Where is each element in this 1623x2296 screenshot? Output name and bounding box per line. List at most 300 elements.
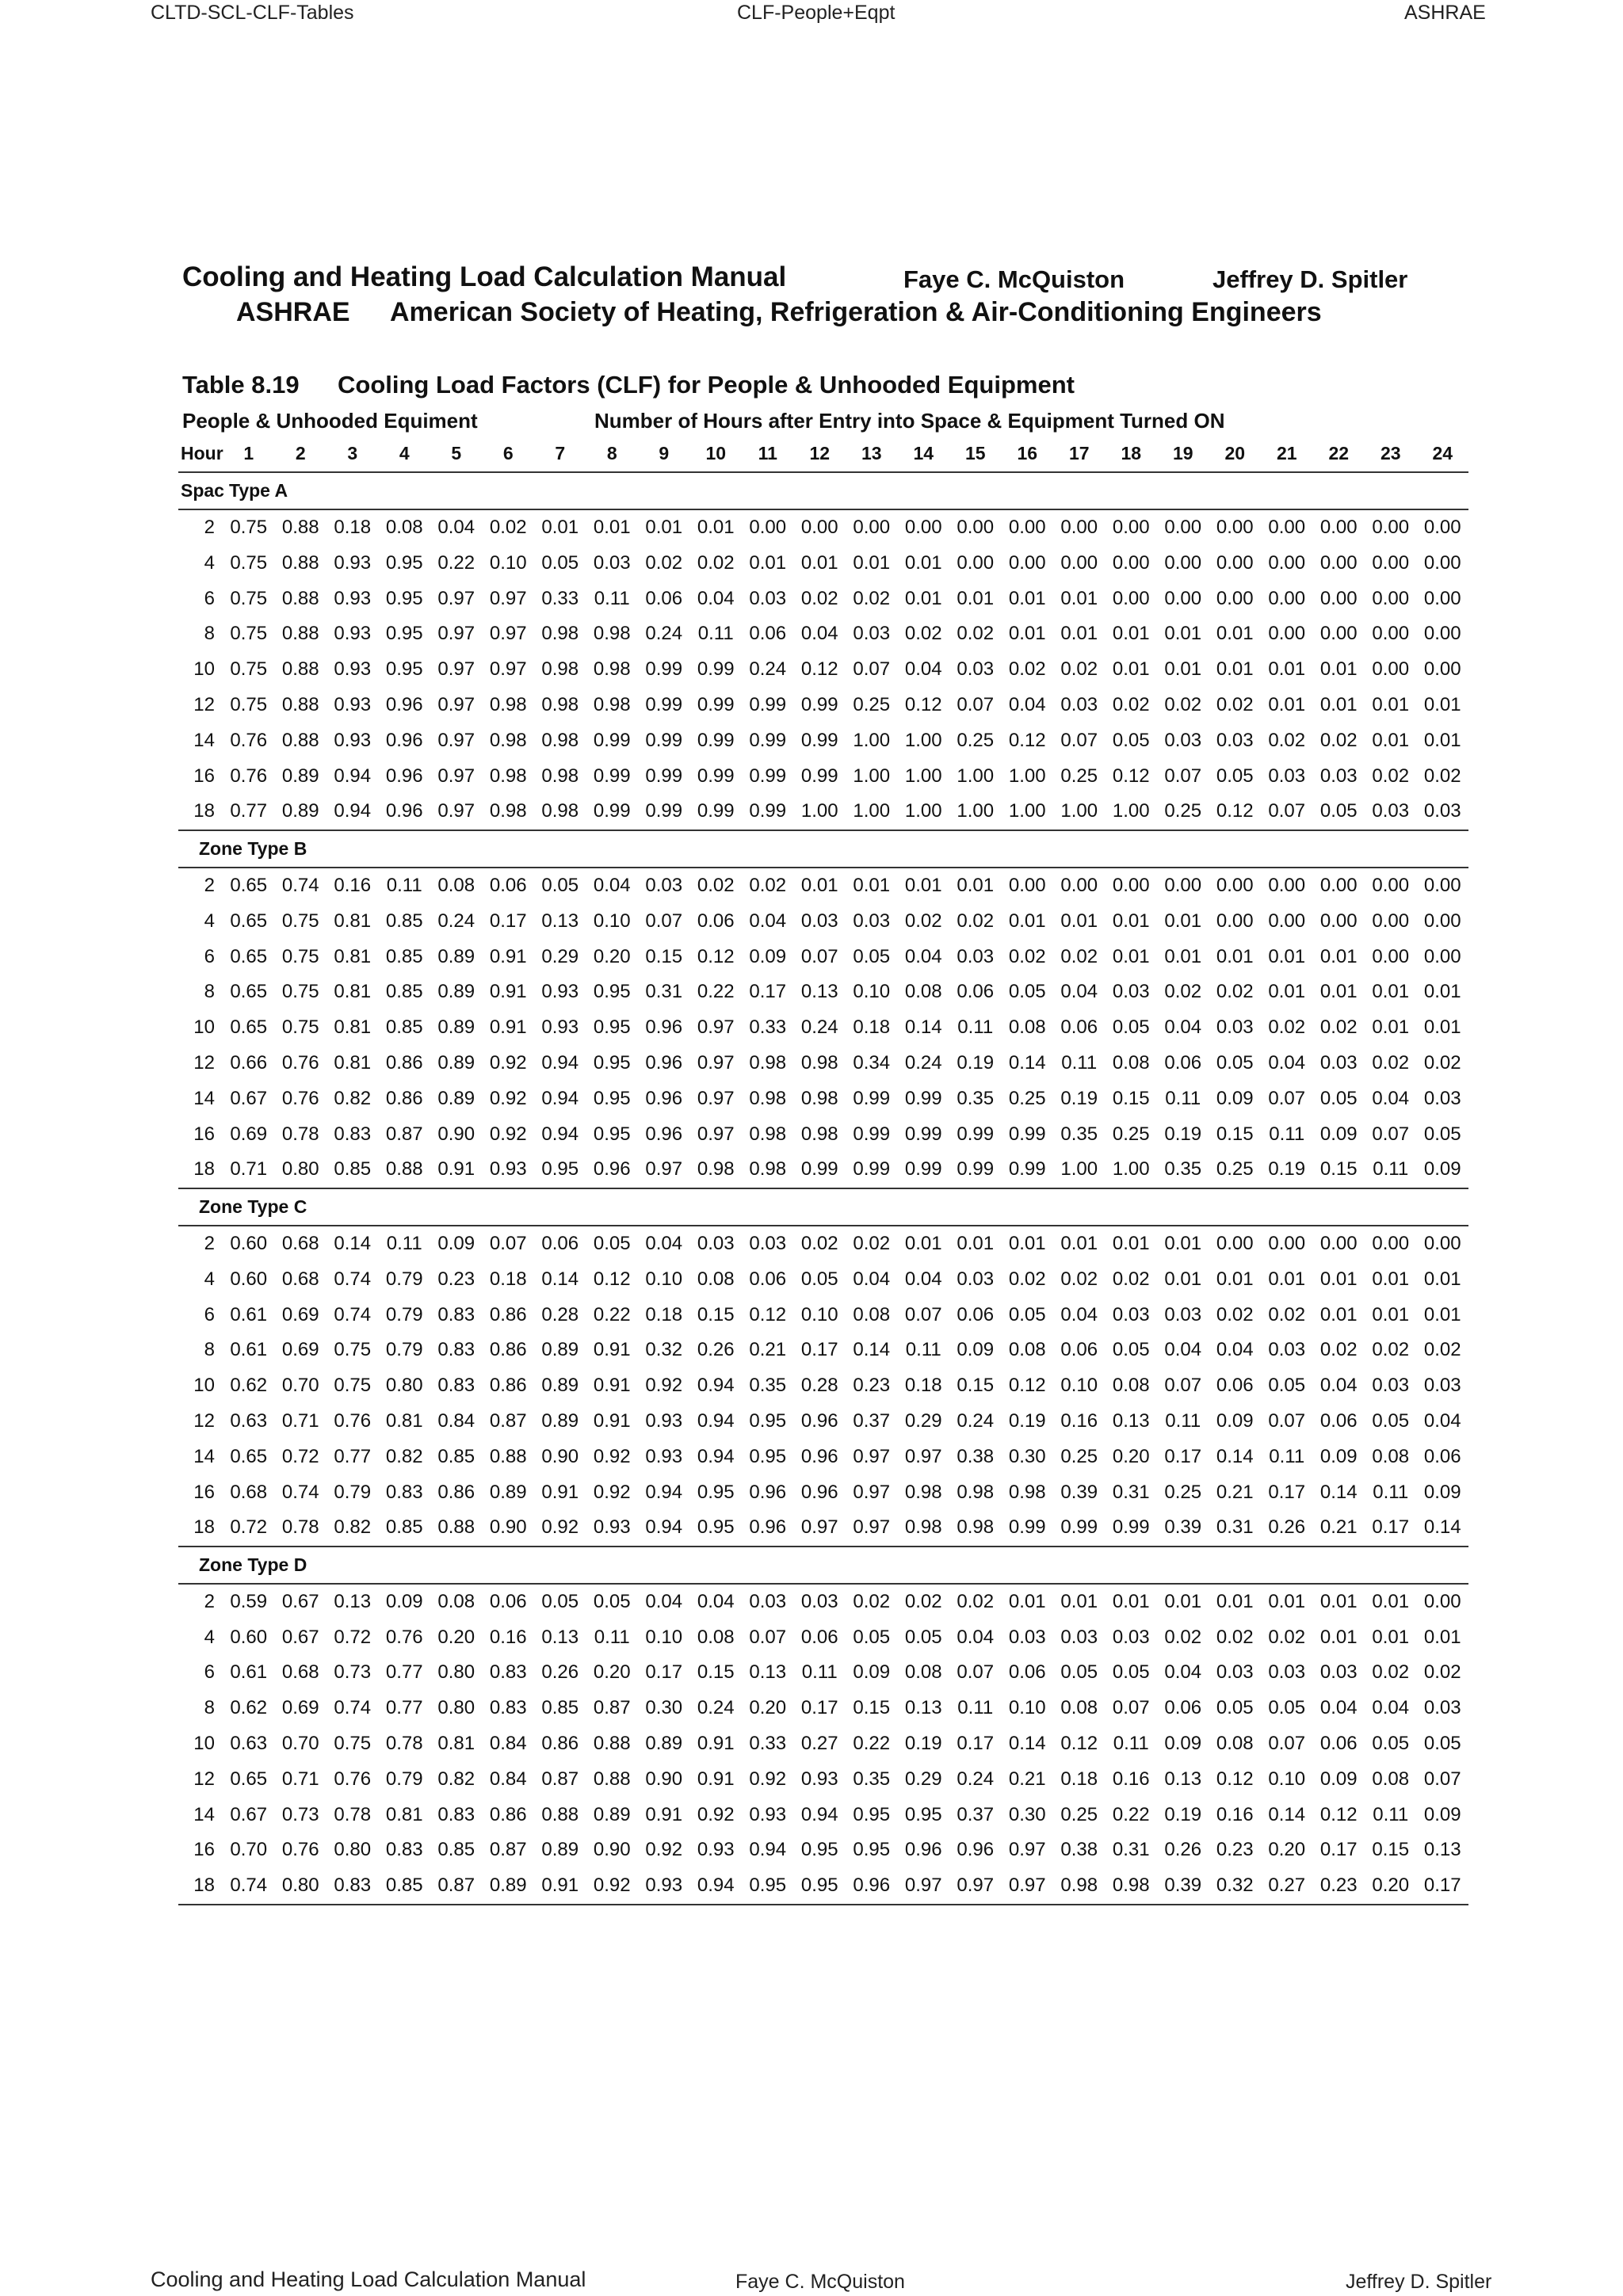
clf-value-cell: 0.74: [223, 1868, 275, 1905]
clf-value-cell: 0.90: [483, 1510, 535, 1547]
clf-value-cell: 0.01: [593, 516, 631, 538]
clf-value-cell: 0.18: [1060, 1768, 1098, 1790]
clf-value-cell: 0.77: [385, 1697, 423, 1719]
clf-value-cell: 0.24: [800, 1016, 838, 1039]
clf-value-cell: 0.03: [957, 658, 995, 681]
clf-value-cell: 0.88: [379, 1152, 431, 1188]
clf-value-cell: 0.89: [541, 1375, 579, 1397]
clf-value-cell: 0.98: [593, 658, 631, 681]
clf-value-cell: 0.00: [1112, 587, 1150, 609]
clf-table: [178, 436, 1468, 1905]
clf-value-cell: 0.98: [949, 1510, 1002, 1547]
subheader-right: Number of Hours after Entry into Space & Equipment Turned ON: [594, 409, 1225, 433]
clf-value-cell: 0.02: [697, 874, 735, 896]
zone-name: Type A: [223, 472, 1468, 509]
clf-value-cell: 0.08: [1112, 1051, 1150, 1074]
clf-value-cell: 0.97: [489, 587, 527, 609]
clf-value-cell: 0.85: [541, 1697, 579, 1719]
clf-value-cell: 0.01: [1319, 1268, 1358, 1290]
clf-value-cell: 0.82: [327, 1510, 379, 1547]
clf-value-cell: 0.88: [541, 1803, 579, 1825]
clf-value-cell: 0.99: [853, 1123, 891, 1145]
clf-value-cell: 0.02: [853, 587, 891, 609]
clf-value-cell: 0.99: [749, 729, 787, 751]
clf-value-cell: 0.18: [904, 1375, 942, 1397]
clf-value-cell: 0.89: [541, 1339, 579, 1361]
clf-value-cell: 0.22: [437, 551, 475, 574]
clf-value-cell: 0.04: [1164, 1339, 1202, 1361]
clf-value-cell: 0.81: [334, 1051, 372, 1074]
clf-value-cell: 0.75: [230, 623, 268, 645]
clf-value-cell: 0.01: [853, 874, 891, 896]
clf-value-cell: 0.83: [334, 1123, 372, 1145]
clf-value-cell: 0.14: [334, 1232, 372, 1254]
clf-value-cell: 0.02: [1164, 1626, 1202, 1648]
clf-value-cell: 0.97: [853, 1445, 891, 1467]
clf-value-cell: 0.86: [541, 1733, 579, 1755]
clf-value-cell: 0.69: [281, 1697, 319, 1719]
clf-value-cell: 0.73: [281, 1803, 319, 1825]
clf-value-cell: 0.07: [957, 693, 995, 715]
clf-value-cell: 0.00: [1268, 874, 1306, 896]
clf-value-cell: 0.01: [1372, 1590, 1410, 1612]
clf-value-cell: 0.81: [385, 1409, 423, 1432]
clf-value-cell: 0.15: [645, 945, 683, 967]
clf-value-cell: 0.67: [230, 1087, 268, 1109]
clf-value-cell: 0.25: [853, 693, 891, 715]
clf-value-cell: 0.96: [385, 693, 423, 715]
clf-value-cell: 0.74: [281, 1481, 319, 1503]
clf-value-cell: 0.11: [957, 1016, 994, 1039]
title-line-1: [182, 261, 1466, 299]
clf-value-cell: 0.67: [281, 1590, 319, 1612]
clf-value-cell: 0.93: [541, 1016, 579, 1039]
clf-value-cell: 0.03: [1268, 1661, 1306, 1684]
clf-value-cell: 0.04: [593, 874, 631, 896]
clf-value-cell: 0.99: [800, 729, 838, 751]
clf-value-cell: 0.97: [437, 658, 475, 681]
clf-value-cell: 0.02: [1372, 1661, 1410, 1684]
clf-value-cell: 0.02: [1008, 658, 1046, 681]
table-row: [178, 1691, 1468, 1726]
clf-value-cell: 0.25: [1060, 765, 1098, 787]
clf-value-cell: 0.08: [1008, 1016, 1046, 1039]
org-abbreviation: ASHRAE: [236, 297, 350, 327]
clf-value-cell: 0.00: [957, 516, 995, 538]
clf-value-cell: 0.01: [1423, 981, 1461, 1003]
hours-occupied-cell: 8: [204, 981, 215, 1003]
clf-value-cell: 0.37: [853, 1409, 891, 1432]
clf-value-cell: 0.01: [1060, 587, 1098, 609]
clf-value-cell: 0.05: [1008, 981, 1046, 1003]
clf-value-cell: 0.09: [1319, 1445, 1358, 1467]
clf-value-cell: 0.72: [281, 1445, 319, 1467]
clf-value-cell: 0.63: [230, 1733, 268, 1755]
clf-value-cell: 0.02: [697, 551, 735, 574]
clf-value-cell: 0.00: [1112, 551, 1150, 574]
clf-value-cell: 0.83: [489, 1661, 527, 1684]
clf-value-cell: 0.04: [1319, 1375, 1358, 1397]
clf-value-cell: 0.98: [489, 729, 527, 751]
clf-value-cell: 0.11: [386, 1232, 422, 1254]
clf-value-cell: 0.94: [697, 1445, 735, 1467]
clf-value-cell: 0.02: [1060, 945, 1098, 967]
clf-value-cell: 0.00: [1268, 623, 1306, 645]
table-row: [178, 1655, 1468, 1691]
clf-value-cell: 0.98: [541, 729, 579, 751]
clf-value-cell: 0.08: [1060, 1697, 1098, 1719]
clf-value-cell: 0.00: [1319, 874, 1358, 896]
clf-value-cell: 0.25: [1209, 1152, 1262, 1188]
clf-value-cell: 0.35: [1157, 1152, 1209, 1188]
clf-value-cell: 0.29: [541, 945, 579, 967]
clf-value-cell: 0.91: [697, 1733, 735, 1755]
clf-value-cell: 0.01: [957, 587, 995, 609]
page-header-right: ASHRAE: [1404, 2, 1486, 24]
clf-value-cell: 0.62: [230, 1375, 268, 1397]
clf-value-cell: 0.98: [541, 693, 579, 715]
clf-value-cell: 0.99: [1053, 1510, 1106, 1547]
clf-value-cell: 0.00: [1372, 910, 1410, 932]
clf-value-cell: 0.02: [957, 623, 995, 645]
clf-value-cell: 0.91: [645, 1803, 683, 1825]
clf-value-cell: 0.92: [489, 1087, 527, 1109]
clf-value-cell: 0.02: [1372, 765, 1410, 787]
clf-value-cell: 0.12: [1008, 1375, 1046, 1397]
clf-value-cell: 0.31: [1209, 1510, 1262, 1547]
clf-value-cell: 0.01: [1164, 1232, 1202, 1254]
clf-value-cell: 0.09: [1423, 1481, 1461, 1503]
clf-value-cell: 0.02: [749, 874, 787, 896]
clf-value-cell: 0.97: [437, 729, 475, 751]
clf-value-cell: 0.19: [1060, 1087, 1098, 1109]
clf-value-cell: 0.05: [1268, 1697, 1306, 1719]
clf-value-cell: 0.35: [957, 1087, 995, 1109]
clf-value-cell: 0.98: [800, 1051, 838, 1074]
clf-value-cell: 0.24: [957, 1768, 995, 1790]
clf-value-cell: 0.00: [1216, 1232, 1254, 1254]
clf-value-cell: 0.38: [957, 1445, 995, 1467]
org-name: American Society of Heating, Refrigeration & Air-Conditioning Engineers: [390, 297, 1322, 327]
clf-value-cell: 0.00: [1112, 874, 1150, 896]
clf-value-cell: 0.00: [1423, 516, 1461, 538]
clf-value-cell: 0.00: [800, 516, 838, 538]
clf-value-cell: 0.97: [697, 1123, 735, 1145]
clf-value-cell: 0.12: [593, 1268, 631, 1290]
clf-value-cell: 0.96: [904, 1839, 942, 1861]
clf-value-cell: 0.03: [1112, 1626, 1150, 1648]
clf-value-cell: 0.99: [898, 1152, 950, 1188]
hours-occupied-cell: 12: [193, 1051, 215, 1074]
clf-value-cell: 0.89: [437, 981, 475, 1003]
clf-value-cell: 0.97: [430, 794, 483, 830]
clf-value-cell: 0.00: [904, 516, 942, 538]
clf-value-cell: 0.97: [846, 1510, 898, 1547]
clf-value-cell: 0.07: [645, 910, 683, 932]
clf-value-cell: 0.89: [541, 1839, 579, 1861]
clf-value-cell: 0.14: [1008, 1051, 1046, 1074]
clf-value-cell: 0.06: [749, 1268, 787, 1290]
clf-value-cell: 0.95: [385, 658, 423, 681]
clf-value-cell: 0.01: [1112, 945, 1150, 967]
clf-value-cell: 0.66: [230, 1051, 268, 1074]
clf-value-cell: 0.02: [957, 1590, 995, 1612]
clf-value-cell: 0.81: [334, 910, 372, 932]
clf-value-cell: 0.98: [749, 1051, 787, 1074]
hour-label: Hour: [178, 436, 223, 472]
clf-value-cell: 0.84: [489, 1768, 527, 1790]
clf-value-cell: 0.78: [385, 1733, 423, 1755]
clf-value-cell: 0.06: [1060, 1339, 1098, 1361]
clf-value-cell: 0.35: [853, 1768, 891, 1790]
clf-value-cell: 0.76: [281, 1839, 319, 1861]
clf-value-cell: 0.03: [1319, 765, 1358, 787]
clf-value-cell: 0.12: [749, 1303, 787, 1325]
clf-value-cell: 0.02: [1268, 1303, 1306, 1325]
clf-value-cell: 0.00: [1372, 945, 1410, 967]
clf-value-cell: 0.05: [1112, 1661, 1150, 1684]
clf-value-cell: 0.14: [853, 1339, 891, 1361]
clf-value-cell: 0.80: [437, 1697, 475, 1719]
clf-value-cell: 0.01: [1372, 1626, 1410, 1648]
clf-value-cell: 0.95: [385, 551, 423, 574]
clf-value-cell: 0.08: [697, 1268, 735, 1290]
clf-value-cell: 0.96: [800, 1481, 838, 1503]
clf-value-cell: 0.06: [1319, 1733, 1358, 1755]
clf-value-cell: 0.75: [230, 551, 268, 574]
clf-value-cell: 0.18: [334, 516, 372, 538]
clf-value-cell: 0.19: [957, 1051, 995, 1074]
clf-value-cell: 0.74: [334, 1268, 372, 1290]
clf-value-cell: 0.17: [957, 1733, 995, 1755]
clf-value-cell: 0.02: [1060, 1268, 1098, 1290]
clf-value-cell: 0.11: [801, 1661, 838, 1684]
clf-value-cell: 0.09: [1423, 1803, 1461, 1825]
clf-value-cell: 0.97: [437, 693, 475, 715]
clf-value-cell: 0.99: [853, 1087, 891, 1109]
clf-value-cell: 0.74: [334, 1303, 372, 1325]
clf-value-cell: 0.22: [697, 981, 735, 1003]
clf-value-cell: 0.06: [1008, 1661, 1046, 1684]
clf-value-cell: 0.02: [1164, 981, 1202, 1003]
table-row: [178, 1619, 1468, 1655]
clf-value-cell: 0.95: [853, 1839, 891, 1861]
clf-value-cell: 0.03: [1319, 1051, 1358, 1074]
clf-value-cell: 0.88: [593, 1733, 631, 1755]
table-row: [178, 1474, 1468, 1510]
clf-value-cell: 0.82: [385, 1445, 423, 1467]
clf-value-cell: 0.92: [534, 1510, 586, 1547]
clf-value-cell: 0.83: [437, 1303, 475, 1325]
clf-value-cell: 0.05: [1423, 1123, 1461, 1145]
clf-value-cell: 0.04: [1008, 693, 1046, 715]
clf-value-cell: 0.06: [489, 1590, 527, 1612]
clf-value-cell: 0.24: [749, 658, 787, 681]
clf-value-cell: 0.98: [541, 765, 579, 787]
clf-value-cell: 0.05: [853, 1626, 891, 1648]
clf-value-cell: 0.20: [437, 1626, 475, 1648]
hour-header-row: [178, 436, 1468, 472]
clf-value-cell: 0.99: [697, 693, 735, 715]
hours-occupied-cell: 14: [193, 729, 215, 751]
clf-value-cell: 0.77: [334, 1445, 372, 1467]
clf-value-cell: 0.00: [1164, 516, 1202, 538]
clf-value-cell: 0.95: [904, 1803, 942, 1825]
clf-value-cell: 0.23: [1313, 1868, 1365, 1905]
clf-value-cell: 0.03: [1423, 1375, 1461, 1397]
clf-value-cell: 0.00: [1216, 551, 1254, 574]
clf-value-cell: 0.61: [230, 1303, 268, 1325]
clf-value-cell: 0.95: [697, 1481, 735, 1503]
clf-value-cell: 0.79: [385, 1339, 423, 1361]
clf-value-cell: 0.89: [489, 1481, 527, 1503]
clf-value-cell: 0.04: [904, 945, 942, 967]
clf-value-cell: 0.67: [281, 1626, 319, 1648]
clf-value-cell: 0.95: [385, 623, 423, 645]
clf-value-cell: 0.01: [1268, 658, 1306, 681]
zone-name: Zone Type D: [178, 1547, 1468, 1584]
table-row: [178, 794, 1468, 830]
clf-value-cell: 0.03: [1372, 1375, 1410, 1397]
clf-value-cell: 0.04: [1060, 981, 1098, 1003]
clf-value-cell: 0.04: [1268, 1051, 1306, 1074]
clf-value-cell: 0.85: [385, 981, 423, 1003]
clf-value-cell: 0.03: [800, 910, 838, 932]
clf-value-cell: 0.88: [593, 1768, 631, 1790]
clf-value-cell: 0.98: [483, 794, 535, 830]
clf-value-cell: 0.92: [697, 1803, 735, 1825]
clf-value-cell: 0.93: [483, 1152, 535, 1188]
clf-value-cell: 0.83: [437, 1339, 475, 1361]
clf-value-cell: 0.61: [230, 1661, 268, 1684]
clf-value-cell: 0.09: [1216, 1087, 1254, 1109]
clf-value-cell: 0.88: [281, 587, 319, 609]
clf-value-cell: 0.18: [645, 1303, 683, 1325]
clf-value-cell: 0.99: [749, 765, 787, 787]
clf-value-cell: 0.07: [800, 945, 838, 967]
clf-value-cell: 0.94: [690, 1868, 743, 1905]
clf-value-cell: 0.01: [1164, 1268, 1202, 1290]
clf-value-cell: 0.10: [593, 910, 631, 932]
clf-value-cell: 0.38: [1060, 1839, 1098, 1861]
clf-value-cell: 0.78: [281, 1123, 319, 1145]
hours-occupied-cell: 16: [193, 1839, 215, 1861]
clf-value-cell: 0.88: [281, 516, 319, 538]
clf-value-cell: 1.00: [949, 794, 1002, 830]
clf-value-cell: 0.06: [957, 981, 995, 1003]
clf-value-cell: 0.10: [853, 981, 891, 1003]
clf-value-cell: 0.76: [281, 1051, 319, 1074]
clf-value-cell: 0.02: [853, 1590, 891, 1612]
clf-value-cell: 0.26: [541, 1661, 579, 1684]
clf-value-cell: 0.83: [489, 1697, 527, 1719]
clf-value-cell: 0.03: [1060, 693, 1098, 715]
clf-value-cell: 0.00: [1164, 587, 1202, 609]
clf-value-cell: 0.01: [1268, 1590, 1306, 1612]
clf-value-cell: 0.29: [904, 1409, 942, 1432]
clf-value-cell: 0.32: [1209, 1868, 1262, 1905]
clf-value-cell: 0.03: [749, 587, 787, 609]
clf-value-cell: 0.01: [1216, 1590, 1254, 1612]
clf-value-cell: 0.02: [1268, 1626, 1306, 1648]
clf-value-cell: 0.90: [541, 1445, 579, 1467]
clf-value-cell: 0.13: [904, 1697, 942, 1719]
hours-occupied-cell: 8: [204, 623, 215, 645]
clf-value-cell: 0.00: [749, 516, 787, 538]
hour-header-cell: 10: [690, 436, 743, 472]
clf-value-cell: 0.86: [489, 1803, 527, 1825]
clf-value-cell: 0.99: [586, 794, 639, 830]
clf-value-cell: 0.01: [904, 1232, 942, 1254]
clf-value-cell: 0.91: [489, 1016, 527, 1039]
clf-value-cell: 0.02: [904, 1590, 942, 1612]
clf-value-cell: 0.19: [1261, 1152, 1313, 1188]
clf-value-cell: 0.00: [1319, 587, 1358, 609]
clf-value-cell: 0.89: [593, 1803, 631, 1825]
table-row: [178, 688, 1468, 723]
clf-value-cell: 0.07: [1261, 794, 1313, 830]
clf-value-cell: 0.84: [437, 1409, 475, 1432]
clf-value-cell: 1.00: [1106, 794, 1158, 830]
clf-value-cell: 0.98: [1106, 1868, 1158, 1905]
hour-header-cell: 1: [223, 436, 275, 472]
clf-value-cell: 0.11: [905, 1339, 941, 1361]
hour-header-cell: 9: [638, 436, 690, 472]
hour-header-cell: 12: [794, 436, 846, 472]
table-caption: [182, 371, 1466, 402]
clf-value-cell: 0.14: [1008, 1733, 1046, 1755]
clf-value-cell: 0.01: [1008, 587, 1046, 609]
clf-value-cell: 0.03: [1268, 765, 1306, 787]
clf-value-cell: 0.31: [1112, 1481, 1150, 1503]
clf-value-cell: 0.00: [1319, 910, 1358, 932]
clf-value-cell: 0.95: [593, 981, 631, 1003]
clf-value-cell: 0.00: [1164, 874, 1202, 896]
clf-value-cell: 0.96: [586, 1152, 639, 1188]
clf-value-cell: 0.09: [957, 1339, 995, 1361]
clf-value-cell: 0.94: [334, 765, 372, 787]
clf-value-cell: 0.00: [957, 551, 995, 574]
clf-value-cell: 0.15: [697, 1661, 735, 1684]
clf-value-cell: 0.02: [853, 1232, 891, 1254]
clf-table-body: [178, 436, 1468, 1905]
subheader-left: People & Unhooded Equiment: [182, 409, 478, 433]
clf-value-cell: 0.05: [541, 551, 579, 574]
clf-value-cell: 0.83: [327, 1868, 379, 1905]
page-header-left: CLTD-SCL-CLF-Tables: [151, 2, 354, 24]
clf-value-cell: 0.99: [904, 1123, 942, 1145]
clf-value-cell: 0.35: [1060, 1123, 1098, 1145]
clf-value-cell: 0.98: [489, 693, 527, 715]
clf-value-cell: 0.00: [1423, 623, 1461, 645]
clf-value-cell: 0.04: [697, 587, 735, 609]
clf-value-cell: 0.03: [1164, 729, 1202, 751]
clf-value-cell: 0.39: [1157, 1510, 1209, 1547]
clf-value-cell: 0.88: [281, 693, 319, 715]
clf-value-cell: 0.03: [697, 1232, 735, 1254]
clf-value-cell: 0.09: [437, 1232, 475, 1254]
clf-value-cell: 0.00: [1319, 1232, 1358, 1254]
zone-name: Zone Type B: [178, 830, 1468, 868]
clf-value-cell: 0.25: [1164, 1481, 1202, 1503]
clf-value-cell: 0.71: [223, 1152, 275, 1188]
clf-value-cell: 0.02: [489, 516, 527, 538]
clf-value-cell: 0.95: [749, 1445, 787, 1467]
clf-value-cell: 0.68: [281, 1661, 319, 1684]
clf-value-cell: 0.86: [385, 1051, 423, 1074]
clf-value-cell: 0.97: [697, 1087, 735, 1109]
clf-value-cell: 0.99: [697, 658, 735, 681]
